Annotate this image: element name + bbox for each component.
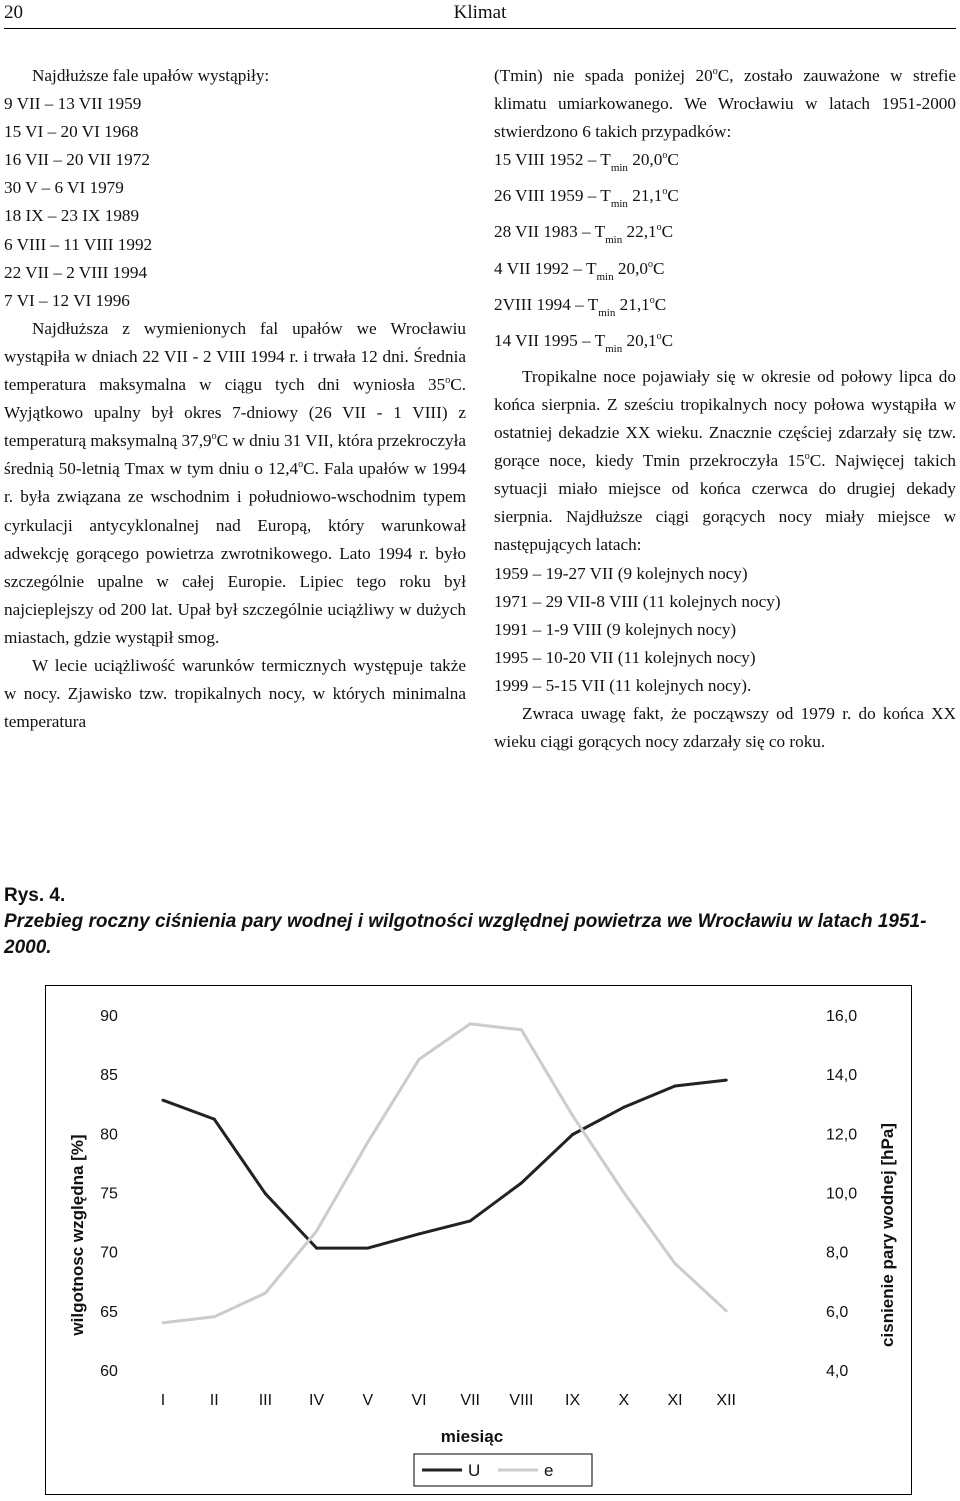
- data-point: [571, 1114, 574, 1117]
- right-axis-label: cisnienie pary wodnej [hPa]: [878, 1123, 897, 1347]
- waves-intro: Najdłuższe fale upałów wystąpiły:: [32, 66, 270, 85]
- x-tick-label: VII: [460, 1392, 480, 1409]
- chart-frame: [46, 986, 912, 1495]
- running-title: Klimat: [453, 2, 507, 23]
- data-point: [213, 1118, 216, 1121]
- legend: [414, 1454, 592, 1486]
- data-point: [520, 1028, 523, 1031]
- y-left-tick-label: 90: [100, 1008, 118, 1025]
- y-right-tick-label: 10,0: [826, 1185, 858, 1203]
- y-left-tick-label: 75: [100, 1185, 118, 1203]
- list-item: 1971 – 29 VII-8 VIII (11 kolejnych nocy): [494, 591, 781, 611]
- list-item: 1991 – 1-9 VIII (9 kolejnych nocy): [494, 619, 737, 639]
- list-item: 9 VII – 13 VII 1959: [4, 94, 142, 114]
- data-point: [674, 1085, 677, 1088]
- x-tick-label: VIII: [509, 1392, 534, 1409]
- right-column: [494, 62, 956, 756]
- data-point: [418, 1058, 421, 1061]
- list-item: 22 VII – 2 VIII 1994: [4, 262, 148, 282]
- legend-label-e: e: [544, 1461, 554, 1480]
- list-item: 1999 – 5-15 VII (11 kolejnych nocy).: [494, 675, 752, 695]
- list-item: 1959 – 19-27 VII (9 kolejnych nocy): [494, 563, 748, 583]
- y-right-tick-label: 4,0: [826, 1363, 849, 1380]
- list-item: 15 VIII $1952 - T_{min}$ 20,0$^o$C: [494, 150, 679, 175]
- data-point: [162, 1099, 165, 1102]
- data-point: [622, 1106, 625, 1109]
- data-point: [264, 1292, 267, 1295]
- data-point: [213, 1315, 216, 1318]
- figure-caption: [4, 883, 944, 961]
- data-point: [622, 1191, 625, 1194]
- figure-title: Przebieg roczny ciśnienia pary wodnej i wilgotności względnej powietrza we Wrocławiu w latach 1951-2000.: [4, 911, 927, 958]
- x-tick-label: X: [618, 1392, 630, 1409]
- list-item: 14 VII $1995 - T_{min}$ 20,1$^o$C: [494, 330, 674, 355]
- legend-label-u: U: [468, 1461, 481, 1480]
- list-item: 30 V – 6 VI 1979: [4, 178, 124, 198]
- x-tick-label: XI: [667, 1392, 683, 1409]
- paragraph: W lecie uciążliwość warunków termicznych występuje także w nocy. Zjawisko tzw. tropikalnych nocy, w których minimalna temperatura: [4, 655, 466, 732]
- x-tick-label: XII: [716, 1392, 736, 1409]
- list-item: 28 VII $1983 - T_{min}$ 22,1$^o$C: [494, 222, 674, 247]
- x-tick-label: III: [258, 1392, 273, 1409]
- y-left-tick-label: 60: [100, 1363, 118, 1380]
- y-left-tick-label: 85: [100, 1067, 118, 1085]
- paragraph: Tropikalne noce pojawiały się w okresie od połowy lipca do końca sierpnia. Z sześciu tropikalnych nocy połowa wystąpiła w ostatniej dekadzie XX wieku. Znacznie częściej zdarzały się tzw. gorące noce, kiedy Tmin przekroczyła 15$^o$C. Najwięcej takich sytuacji miało miejsce od końca czerwca do drugiej dekady sierpnia. Najdłuższe ciągi gorących nocy miały miejsce w następujących latach:: [494, 366, 957, 555]
- page-number: 20: [4, 2, 23, 23]
- list-item: 7 VI – 12 VI 1996: [4, 290, 130, 310]
- y-left-tick-label: 70: [100, 1244, 118, 1262]
- data-point: [366, 1247, 369, 1250]
- list-item: 6 VIII – 11 VIII 1992: [4, 234, 153, 254]
- tropical-nights-list: [494, 146, 956, 363]
- x-axis-label: miesiąc: [440, 1427, 504, 1446]
- data-point: [725, 1079, 728, 1082]
- y-right-tick-label: 8,0: [826, 1244, 849, 1262]
- y-left-tick-label: 65: [100, 1303, 118, 1321]
- data-point: [264, 1192, 267, 1195]
- y-right-tick-label: 16,0: [826, 1008, 858, 1025]
- data-point: [418, 1232, 421, 1235]
- data-point: [469, 1219, 472, 1222]
- list-item: 2VIII $1994 - T_{min}$ 21,1$^o$C: [494, 294, 667, 319]
- list-item: 16 VII – 20 VII 1972: [4, 150, 150, 170]
- list-item: 26 VIII $1959 - T_{min}$ 21,1$^o$C: [494, 186, 679, 211]
- x-tick-label: IV: [309, 1392, 325, 1409]
- data-point: [315, 1229, 318, 1232]
- data-point: [571, 1133, 574, 1136]
- paragraph: Najdłuższa z wymienionych fal upałów we Wrocławiu wystąpiła w dniach 22 VII - 2 VIII 1994 r. i trwała 12 dni. Średnia temperatura maksymalna w ciągu tych dni wyniosła 35$^o$C. Wyjątkowo upalny był okres 7-dniowy (26 VII - 1 VIII) z temperaturą maksymalną 37,9$^o$C w dniu 31 VII, która przekroczyła średnią 50-letnią Tmax w tym dniu o 12,4$^o$C. Fala upałów w 1994 r. była związana ze wschodnim i południowo-wschodnim typem cyrkulacji antycyklonalnej nad Europą, który warunkował adwekcję gorącego powietrza zwrotnikowego. Lato 1994 r. było szczególnie upalne w całej Europie. Lipiec tego roku był najcieplejszy od 200 lat. Upał był szczególnie uciążliwy w dużych miastach, gdzie wystąpił smog.: [4, 318, 466, 647]
- y-right-tick-label: 14,0: [826, 1067, 858, 1085]
- list-item: 15 VI – 20 VI 1968: [4, 122, 139, 142]
- left-column: [4, 62, 466, 736]
- list-item: 4 VII $1992 - T_{min}$ 20,0$^o$C: [494, 258, 665, 283]
- data-point: [162, 1321, 165, 1324]
- list-item: 18 IX – 23 IX 1989: [4, 206, 140, 226]
- x-tick-label: IX: [565, 1392, 581, 1409]
- page-header: [4, 0, 956, 29]
- hot-nights-list: [494, 560, 956, 700]
- data-point: [366, 1141, 369, 1144]
- y-right-tick-label: 12,0: [826, 1126, 858, 1144]
- list-item: 1995 – 10-20 VII (11 kolejnych nocy): [494, 647, 756, 667]
- x-tick-label: VI: [411, 1392, 427, 1409]
- data-point: [520, 1182, 523, 1185]
- data-point: [469, 1022, 472, 1025]
- data-point: [674, 1262, 677, 1265]
- paragraph: (Tmin) nie spada poniżej 20$^o$C, zostało zauważone w strefie klimatu umiarkowanego. We Wrocławiu w latach 1951-2000 stwierdzono 6 takich przypadków:: [494, 66, 957, 142]
- y-left-tick-label: 80: [100, 1126, 118, 1144]
- humidity-vapour-chart: [45, 985, 912, 1495]
- heat-wave-list: [4, 90, 466, 315]
- paragraph: Zwraca uwagę fakt, że począwszy od 1979 r. do końca XX wieku ciągi gorących nocy zdarzały się co roku.: [494, 703, 956, 752]
- x-tick-label: II: [209, 1392, 219, 1409]
- x-tick-label: I: [160, 1392, 166, 1409]
- x-tick-label: V: [362, 1392, 374, 1409]
- data-point: [315, 1247, 318, 1250]
- y-right-tick-label: 6,0: [826, 1303, 849, 1321]
- left-axis-label: wilgotnosc względna [%]: [68, 1134, 87, 1336]
- data-point: [725, 1309, 728, 1312]
- figure-label: Rys. 4.: [4, 885, 66, 906]
